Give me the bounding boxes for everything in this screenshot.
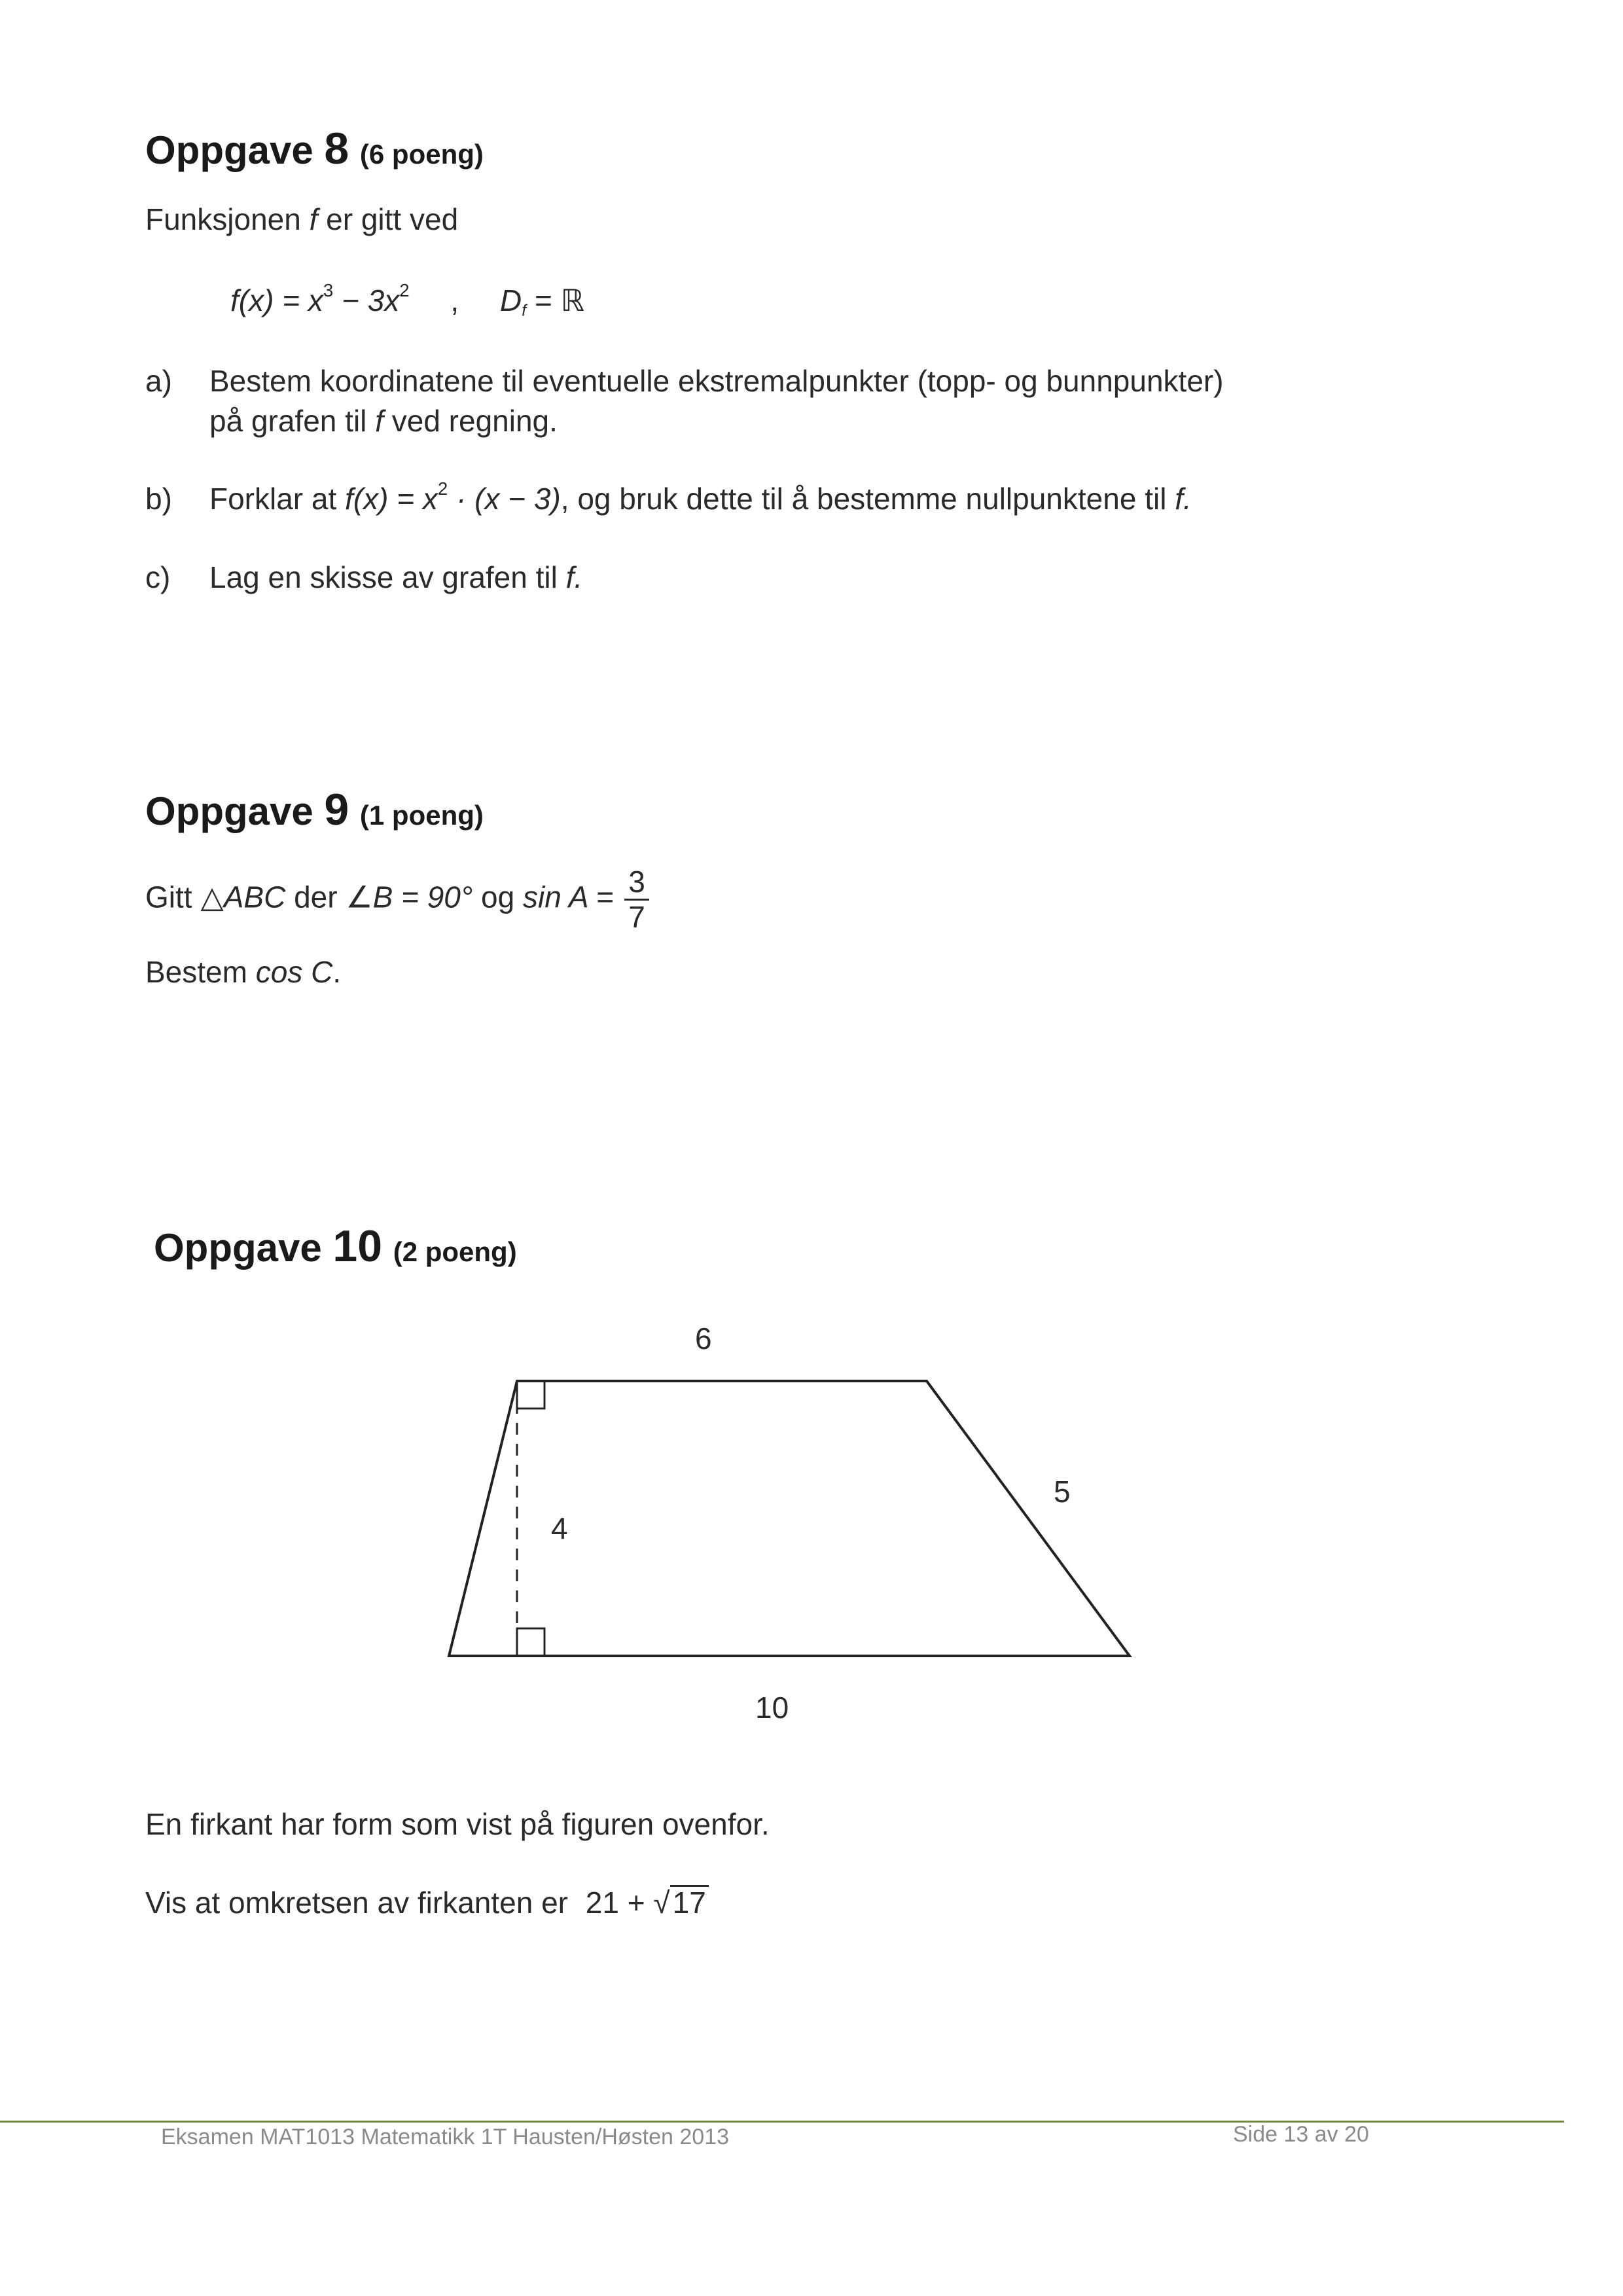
task10-sum: 21 + (585, 1886, 654, 1920)
task9-angle: ∠B = 90° (346, 880, 473, 914)
task8-b-label: b) (145, 482, 172, 516)
task10-heading-points: (2 poeng) (393, 1236, 517, 1267)
func-sep: , (450, 283, 459, 317)
func-exp1: 3 (323, 279, 334, 300)
task9-dot: . (332, 955, 342, 989)
func-mid: − 3x (333, 283, 400, 317)
task8-b-expr: f(x) = x (345, 482, 438, 516)
task8-heading-number: 8 (324, 124, 349, 173)
task9-heading-word: Oppgave (145, 789, 313, 833)
task9-frac-den: 7 (628, 899, 645, 934)
task9-frac-num: 3 (624, 865, 649, 901)
task8-a-line2-text-2: ved regning. (391, 404, 558, 438)
task8-b-text-b: , og bruk dette til å bestemme nullpunktene til (560, 482, 1167, 516)
footer-exam-title: Eksamen MAT1013 Matematikk 1T Hausten/Høsten 2013 (161, 2125, 730, 2149)
task9-heading-number: 9 (324, 785, 349, 834)
domain-D: D (499, 283, 522, 317)
task9-question-text: Bestem (145, 955, 247, 989)
domain-rhs: = ℝ (526, 283, 585, 317)
footer-page-number: Side 13 av 20 (1233, 2122, 1369, 2147)
task8-a-line2-text: på grafen til (209, 404, 367, 438)
task9-given-text: Gitt (145, 880, 192, 914)
task8-a-line1: Bestem koordinatene til eventuelle ekstremalpunkter (topp- og bunnpunkter) (209, 364, 1224, 398)
task9-cos: cos C (255, 955, 333, 989)
func-lhs: f(x) = x (230, 283, 323, 317)
task10-heading-number: 10 (332, 1221, 383, 1271)
domain-sub: f (522, 301, 527, 320)
task8-heading-word: Oppgave (145, 128, 313, 172)
task8-a-label: a) (145, 364, 172, 398)
func-exp2: 2 (399, 279, 410, 300)
task8-heading-points: (6 poeng) (359, 139, 484, 170)
task9-der: der (294, 880, 338, 914)
figure-height-label: 4 (551, 1511, 568, 1545)
figure-slant-side-label: 5 (1054, 1475, 1071, 1509)
task9-sin: sin A = (523, 880, 614, 914)
task8-intro-text-2: er gitt ved (326, 202, 459, 236)
task8-c-text-main: Lag en skisse av grafen til (209, 560, 558, 594)
task9-heading-points: (1 poeng) (359, 800, 484, 831)
task9-triangle: △ABC (200, 880, 286, 914)
task10-description: En firkant har form som vist på figuren ovenfor. (145, 1807, 770, 1841)
sqrt-sign: √ (653, 1886, 670, 1920)
task10-heading-word: Oppgave (154, 1226, 322, 1270)
task10-question-text: Vis at omkretsen av firkanten er (145, 1886, 568, 1920)
task8-c-label: c) (145, 560, 171, 594)
task8-b-text-a: Forklar at (209, 482, 337, 516)
task8-c-f: f. (565, 560, 583, 594)
task8-b-expr2: · (x − 3) (448, 482, 561, 516)
task8-b-exp: 2 (437, 478, 448, 499)
task8-a-line2-f: f (375, 404, 383, 438)
figure-bottom-side-label: 10 (755, 1691, 789, 1725)
task8-intro-f: f (309, 202, 318, 236)
task8-intro-text: Funksjonen (145, 202, 301, 236)
task10-question (145, 1885, 709, 1920)
figure-top-side-label: 6 (695, 1321, 712, 1355)
right-angle-marker-top (517, 1381, 544, 1408)
task10-radicand: 17 (670, 1885, 709, 1918)
right-angle-marker-bottom (517, 1628, 544, 1656)
task8-b-f: f. (1175, 482, 1192, 516)
task9-og: og (481, 880, 515, 914)
